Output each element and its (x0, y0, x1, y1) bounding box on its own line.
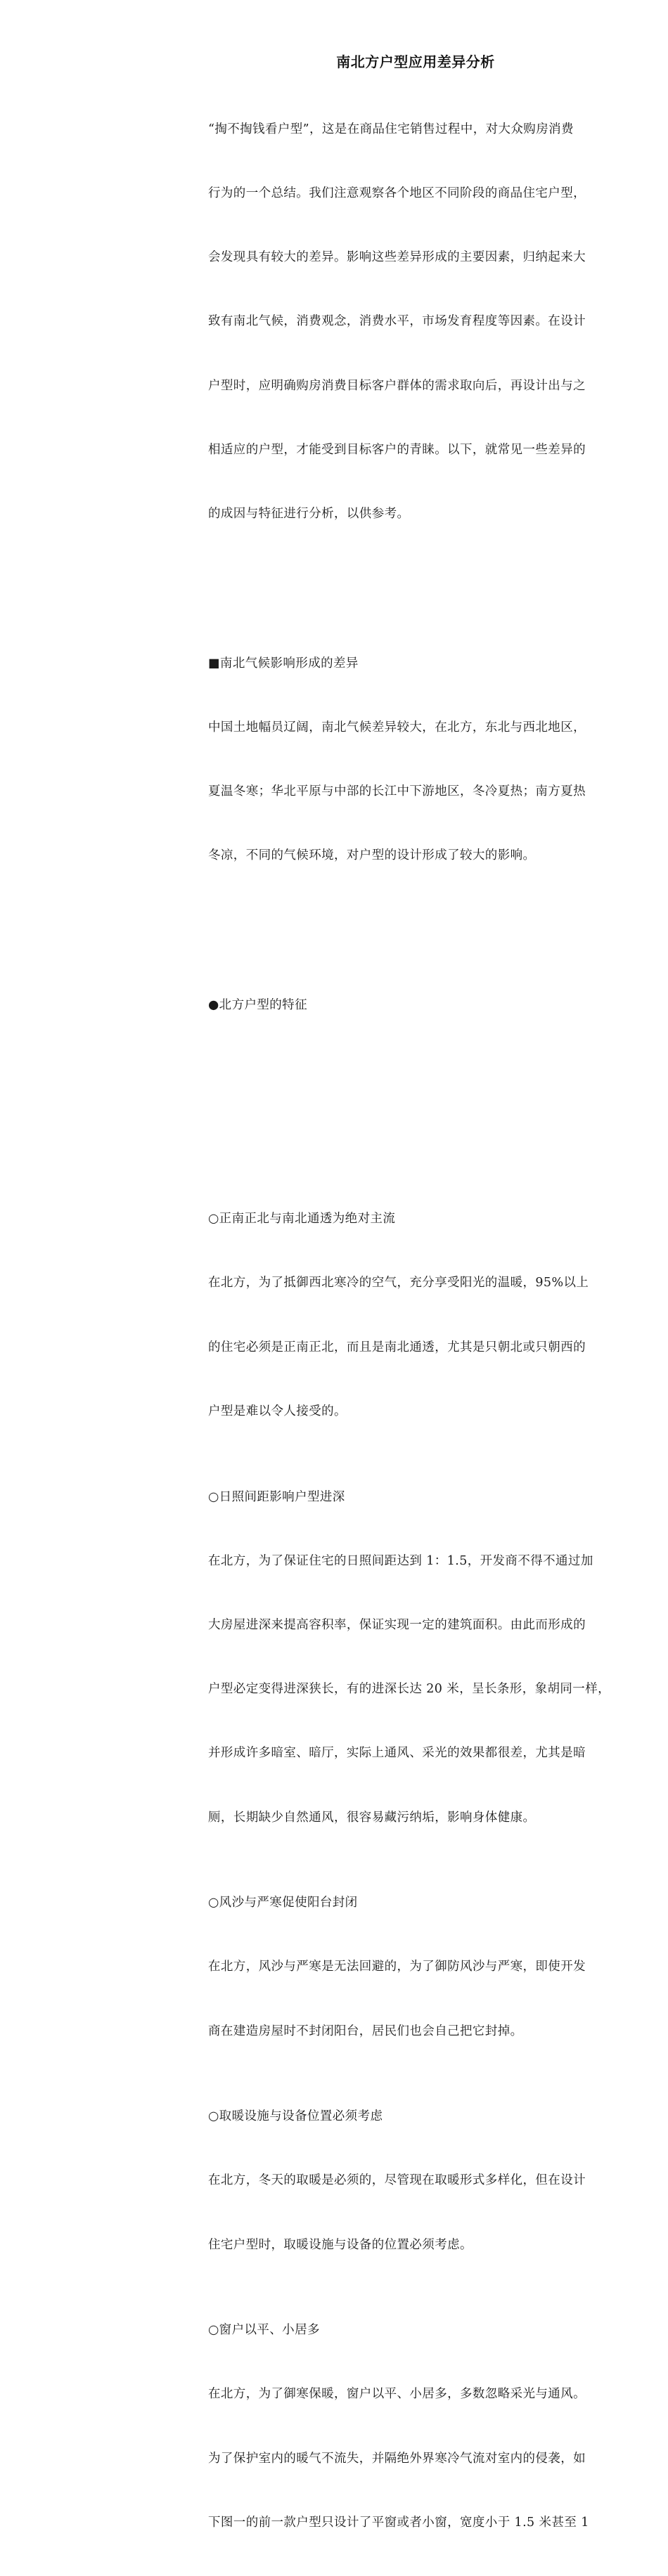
item-line: 住宅户型时，取暖设施与设备的位置必须考虑。 (208, 2237, 473, 2252)
item-line: 在北方，为了御寒保暖，窗户以平、小居多，多数忽略采光与通风。 (208, 2387, 586, 2402)
section-heading: ■南北气候影响形成的差异 (208, 656, 359, 671)
item-line: 在北方，风沙与严寒是无法回避的，为了御防风沙与严寒，即使开发 (208, 1960, 586, 1974)
intro-line: “掏不掏钱看户型”，这是在商品住宅销售过程中，对大众购房消费 (208, 122, 574, 136)
item-line: 下图一的前一款户型只设计了平窗或者小窗，宽度小于 1.5 米甚至 1 (208, 2515, 589, 2530)
item-line: 厕，长期缺少自然通风，很容易藏污纳垢，影响身体健康。 (208, 1810, 536, 1825)
item-line: 为了保护室内的暖气不流失，并隔绝外界寒冷气流对室内的侵袭，如 (208, 2451, 586, 2466)
document-title: 南北方户型应用差异分析 (336, 53, 495, 70)
section-line: 中国土地幅员辽阔，南北气候差异较大，在北方，东北与西北地区， (208, 720, 586, 735)
item-line: 商在建造房屋时不封闭阳台，居民们也会自己把它封掉。 (208, 2024, 523, 2038)
item-heading: ○日照间距影响户型进深 (208, 1489, 345, 1504)
item-heading: ○正南正北与南北通透为绝对主流 (208, 1212, 396, 1226)
intro-line: 会发现具有较大的差异。影响这些差异形成的主要因素，归纳起来大 (208, 250, 586, 265)
section-line: 冬凉，不同的气候环境，对户型的设计形成了较大的影响。 (208, 848, 536, 863)
blank-line (208, 1123, 630, 1144)
item-line: 的住宅必须是正南正北，而且是南北通透，尤其是只朝北或只朝西的 (208, 1340, 586, 1354)
item-line: 户型必定变得进深狭长，有的进深长达 20 米，呈长条形，象胡同一样， (208, 1682, 610, 1697)
blank-line (208, 1059, 630, 1080)
intro-line: 致有南北气候，消费观念，消费水平，市场发育程度等因素。在设计 (208, 314, 586, 329)
intro-line: 相适应的户型，才能受到目标客户的青睐。以下，就常见一些差异的 (208, 442, 586, 457)
intro-line: 的成因与特征进行分析，以供参考。 (208, 507, 410, 522)
section-heading: ●北方户型的特征 (208, 998, 307, 1013)
item-line: 并形成许多暗室、暗厅，实际上通风、采光的效果都很差，尤其是暗 (208, 1746, 586, 1761)
item-line: 在北方，为了抵御西北寒冷的空气，充分享受阳光的温暖，95%以上 (208, 1276, 589, 1290)
blank-line (208, 910, 630, 931)
blank-line (208, 567, 630, 588)
item-line: 户型是难以令人接受的。 (208, 1404, 347, 1418)
item-line: 大房屋进深来提高容积率，保证实现一定的建筑面积。由此而形成的 (208, 1617, 586, 1632)
item-heading: ○风沙与严寒促使阳台封闭 (208, 1896, 358, 1910)
item-heading: ○取暖设施与设备位置必须考虑 (208, 2109, 383, 2124)
intro-line: 户型时，应明确购房消费目标客户群体的需求取向后，再设计出与之 (208, 378, 586, 393)
document-body (208, 76, 630, 2576)
section-line: 夏温冬寒；华北平原与中部的长江中下游地区，冬冷夏热；南方夏热 (208, 784, 586, 799)
item-line: 在北方，冬天的取暖是必须的，尽管现在取暖形式多样化，但在设计 (208, 2173, 586, 2188)
item-line: 在北方，为了保证住宅的日照间距达到 1：1.5，开发商不得不通过加 (208, 1553, 593, 1568)
item-heading: ○窗户以平、小居多 (208, 2323, 320, 2338)
intro-line: 行为的一个总结。我们注意观察各个地区不同阶段的商品住宅户型， (208, 186, 586, 201)
